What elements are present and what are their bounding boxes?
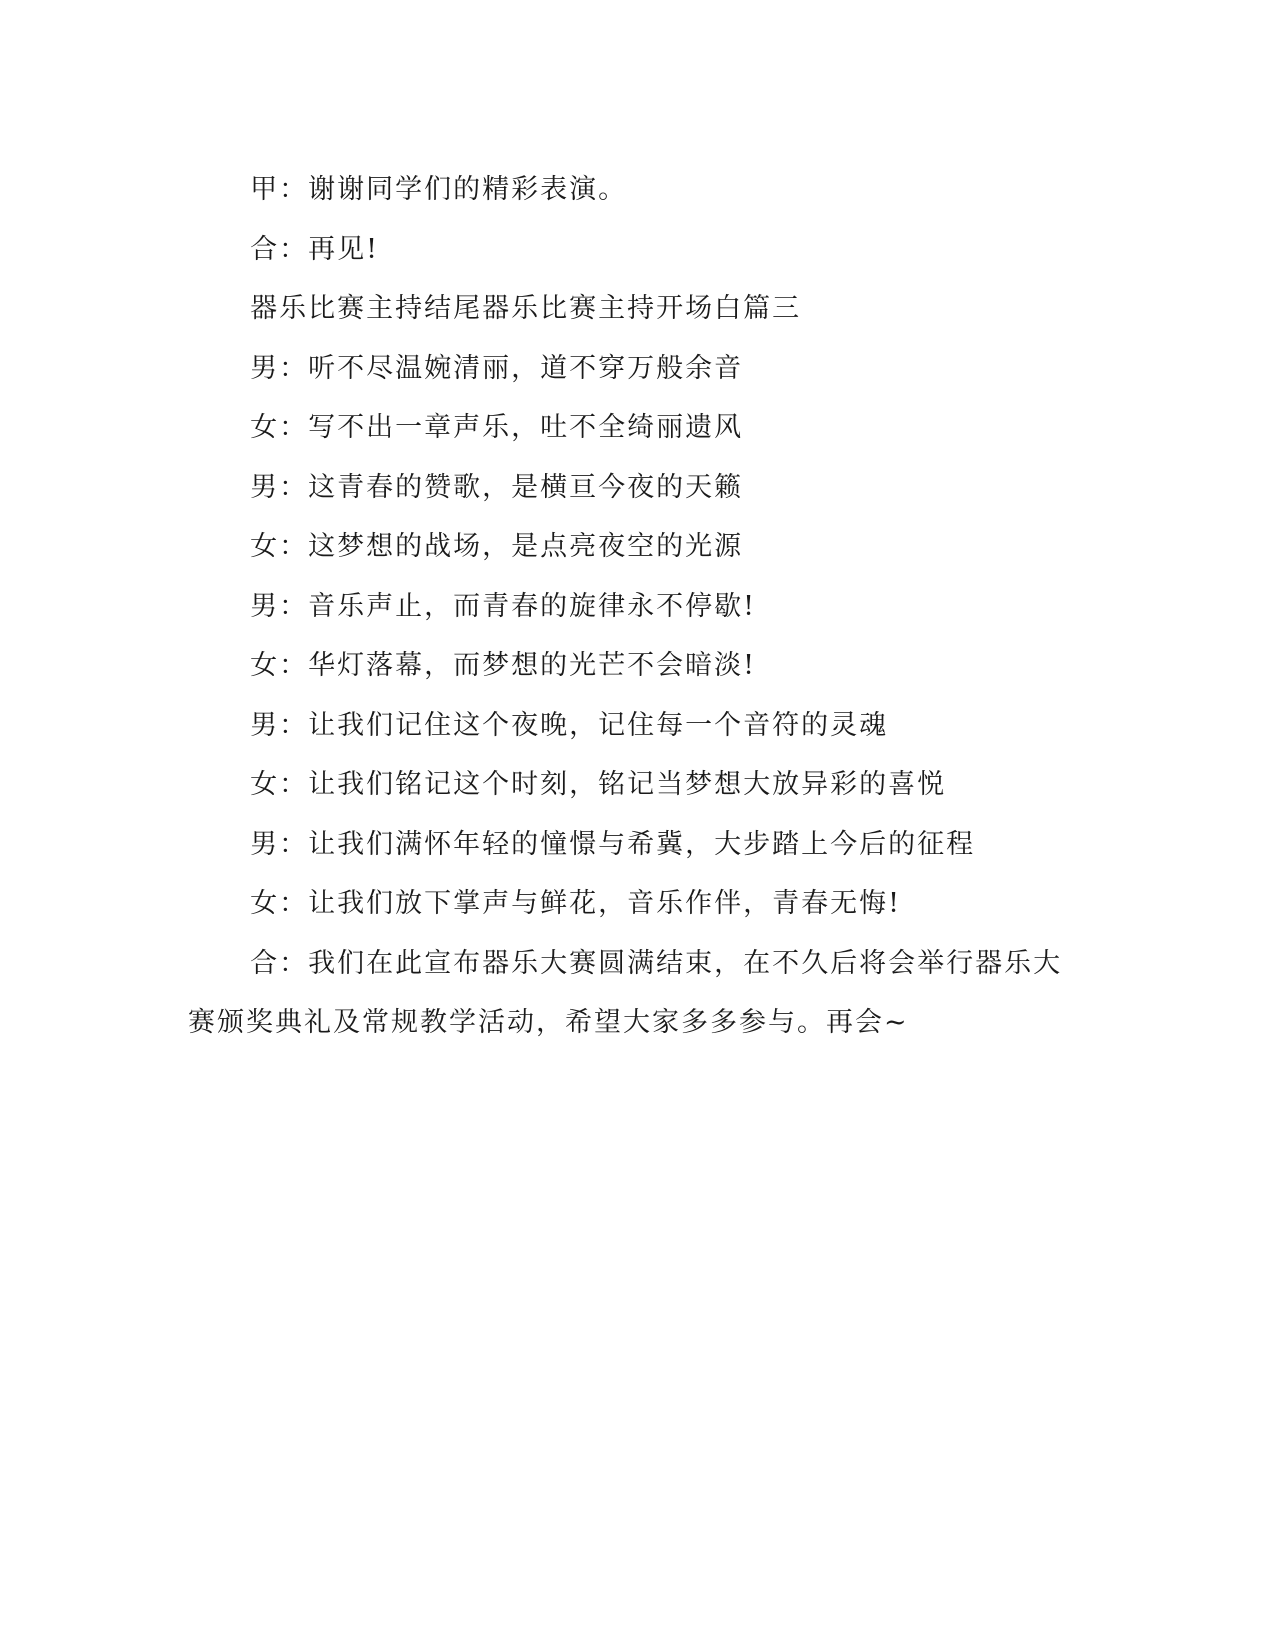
- closing-line-2: 赛颁奖典礼及常规教学活动，希望大家多多参与。再会~: [188, 1007, 909, 1038]
- paragraph-line: 男：让我们满怀年轻的憧憬与希冀，大步踏上今后的征程: [250, 828, 976, 860]
- closing-line-1: 合：我们在此宣布器乐大赛圆满结束，在不久后将会举行器乐大: [250, 947, 1063, 979]
- paragraph-line: 女：让我们铭记这个时刻，铭记当梦想大放异彩的喜悦: [250, 769, 947, 800]
- section-heading: 器乐比赛主持结尾器乐比赛主持开场白篇三: [250, 293, 802, 324]
- paragraph-goodbye: 合：再见!: [250, 233, 379, 265]
- paragraph-line: 女：让我们放下掌声与鲜花，音乐作伴，青春无悔!: [250, 888, 901, 919]
- document-body: [188, 160, 1088, 1053]
- paragraph-thanks: 甲：谢谢同学们的精彩表演。: [250, 174, 628, 205]
- paragraph-line: 女：华灯落幕，而梦想的光芒不会暗淡!: [250, 650, 756, 681]
- paragraph-line: 男：听不尽温婉清丽，道不穿万般余音: [250, 352, 744, 384]
- closing-paragraph: [188, 934, 1088, 1053]
- paragraph-line: 男：让我们记住这个夜晚，记住每一个音符的灵魂: [250, 709, 889, 741]
- paragraph-line: 男：这青春的赞歌，是横亘今夜的天籁: [250, 471, 744, 503]
- paragraph-line: 女：这梦想的战场，是点亮夜空的光源: [250, 531, 744, 562]
- paragraph-line: 男：音乐声止，而青春的旋律永不停歇!: [250, 590, 756, 622]
- paragraph-line: 女：写不出一章声乐，吐不全绮丽遗风: [250, 412, 744, 443]
